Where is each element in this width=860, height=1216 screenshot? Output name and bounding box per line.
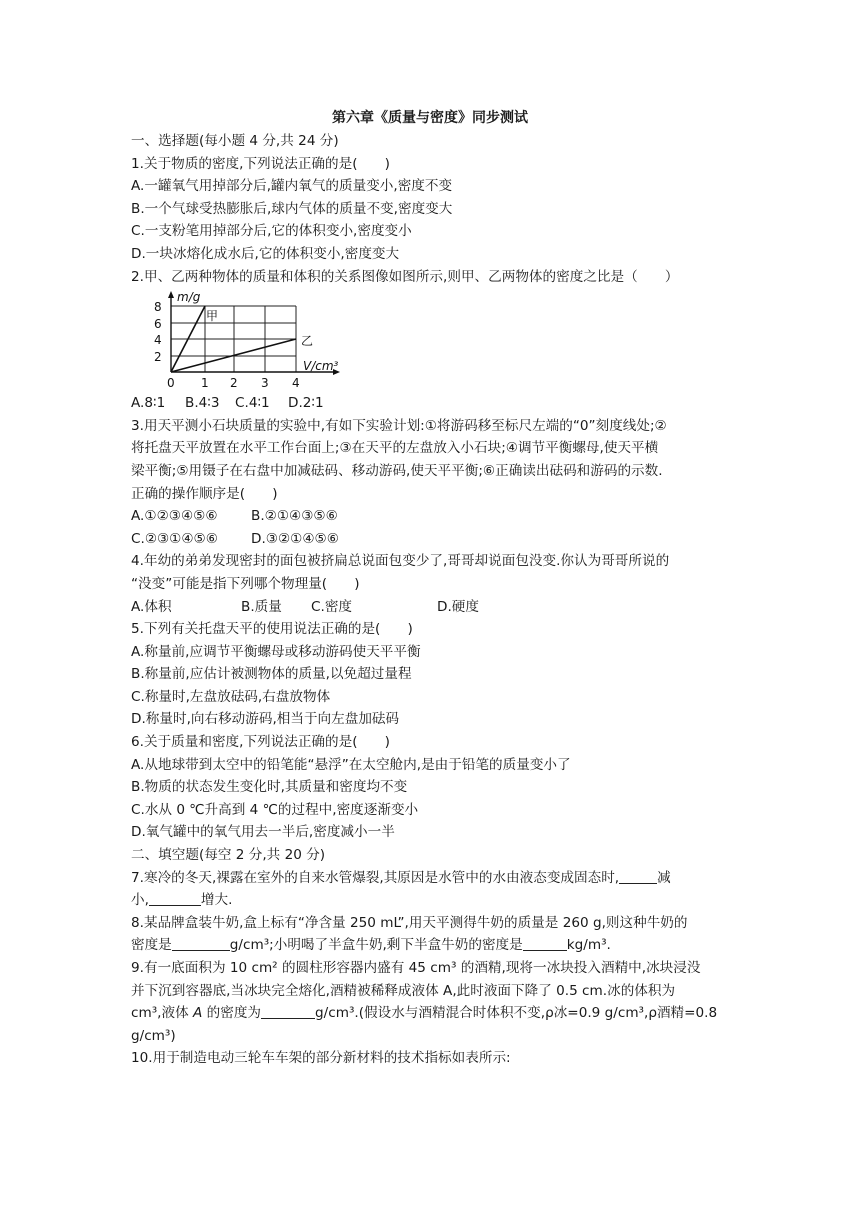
- answer-blank[interactable]: [619, 869, 657, 884]
- option-b: B.质量: [241, 598, 282, 615]
- q8-text: 密度是: [131, 937, 172, 954]
- q8-text: g/cm³;小明喝了半盒牛奶,剩下半盒牛奶的密度是: [229, 937, 523, 954]
- y-tick: 2: [154, 350, 162, 365]
- question-line: [131, 867, 731, 890]
- x-tick: 2: [230, 376, 238, 391]
- q9-text: cm³,液体: [131, 1005, 189, 1022]
- question-line: [131, 889, 731, 912]
- line-b-label: 乙: [301, 334, 314, 349]
- q7-text: 7.寒冷的冬天,裸露在室外的自来水管爆裂,其原因是水管中的水由液态变成固态时,: [131, 869, 620, 886]
- option-b: B.物质的状态发生变化时,其质量和密度均不变: [131, 779, 408, 796]
- question-line: [131, 1002, 731, 1025]
- question-stem-line: 将托盘天平放置在水平工作台面上;③在天平的左盘放入小石块;④调节平衡螺母,使天平横: [131, 440, 659, 457]
- x-tick: 4: [292, 376, 300, 391]
- option-d: D.一块冰熔化成水后,它的体积变小,密度变大: [131, 245, 400, 262]
- line-a-label: 甲: [206, 309, 219, 324]
- graph-svg: [131, 290, 361, 392]
- question-line: 并下沉到容器底,当冰块完全熔化,酒精被稀释成液体 A,此时液面下降了 0.5 cm.冰的体积为: [131, 982, 676, 999]
- option-d: D.称量时,向右移动游码,相当于向左盘加砝码: [131, 711, 400, 728]
- option-c: C.密度: [311, 598, 353, 615]
- option-d: D.③②①④⑤⑥: [251, 530, 339, 547]
- option-c: C.称量时,左盘放砝码,右盘放物体: [131, 688, 331, 705]
- option-c: C.4∶1: [235, 395, 270, 412]
- option-a: A.8∶1: [131, 395, 166, 412]
- q7-text: 增大.: [200, 892, 233, 909]
- answer-blank[interactable]: [523, 936, 567, 951]
- q9-variable: A: [193, 1005, 203, 1022]
- answer-blank[interactable]: [261, 1004, 315, 1019]
- x-axis-label: V/cm³: [303, 359, 339, 374]
- section-heading: 二、填空题(每空 2 分,共 20 分): [131, 847, 326, 864]
- option-c: C.水从 0 ℃升高到 4 ℃的过程中,密度逐渐变小: [131, 801, 419, 818]
- option-c: C.一支粉笔用掉部分后,它的体积变小,密度变小: [131, 223, 412, 240]
- option-c: C.②③①④⑤⑥: [131, 530, 218, 547]
- question-content: [131, 130, 731, 1070]
- question-line: g/cm³): [131, 1027, 176, 1044]
- question-stem: 1.关于物质的密度,下列说法正确的是( ): [131, 155, 390, 172]
- option-a: A.称量前,应调节平衡螺母或移动游码使天平平衡: [131, 643, 421, 660]
- q7-text: 减: [657, 869, 671, 886]
- option-d: D.硬度: [437, 598, 479, 615]
- option-a: A.一罐氧气用掉部分后,罐内氧气的质量变小,密度不变: [131, 178, 453, 195]
- question-stem: 5.下列有关托盘天平的使用说法正确的是( ): [131, 621, 413, 638]
- option-d: D.2∶1: [288, 395, 324, 412]
- question-stem: 2.甲、乙两种物体的质量和体积的关系图像如图所示,则甲、乙两物体的密度之比是（ ）: [131, 268, 679, 285]
- answer-blank[interactable]: [149, 891, 201, 906]
- q7-text: 小,: [131, 892, 149, 909]
- option-b: B.称量前,应估计被测物体的质量,以免超过量程: [131, 666, 412, 683]
- y-tick: 4: [154, 333, 162, 348]
- option-row: [131, 596, 731, 619]
- question-stem-line: 3.用天平测小石块质量的实验中,有如下实验计划:①将游码移至标尺左端的“0”刻度线处;②: [131, 417, 667, 434]
- question-line: [131, 934, 731, 957]
- x-tick: 3: [261, 376, 269, 391]
- option-row: [131, 392, 731, 415]
- question-stem-line: 正确的操作顺序是( ): [131, 485, 278, 502]
- question-stem: 10.用于制造电动三轮车车架的部分新材料的技术指标如表所示:: [131, 1050, 511, 1067]
- question-stem-line: “没变”可能是指下列哪个物理量( ): [131, 575, 360, 592]
- option-a: A.①②③④⑤⑥: [131, 508, 218, 525]
- option-b: B.②①④③⑤⑥: [251, 508, 338, 525]
- q8-text: kg/m³.: [566, 937, 611, 954]
- option-row: [131, 505, 731, 528]
- q9-text: 的密度为: [206, 1005, 262, 1022]
- y-tick: 8: [154, 300, 162, 315]
- mass-volume-graph: [131, 290, 361, 392]
- rho-alcohol: ρ酒精=0.8: [648, 1005, 718, 1022]
- option-a: A.体积: [131, 598, 172, 615]
- y-axis-label: m/g: [177, 290, 201, 305]
- section-heading: 一、选择题(每小题 4 分,共 24 分): [131, 133, 339, 149]
- x-tick: 1: [201, 376, 209, 391]
- option-row: [131, 528, 731, 551]
- option-b: B.4∶3: [185, 395, 220, 412]
- y-tick: 6: [154, 317, 162, 332]
- option-a: A.从地球带到太空中的铅笔能“悬浮”在太空舱内,是由于铅笔的质量变小了: [131, 756, 571, 773]
- x-tick: 0: [167, 376, 175, 391]
- answer-blank[interactable]: [172, 936, 230, 951]
- question-line: 8.某品牌盒装牛奶,盒上标有“净含量 250 mL”,用天平测得牛奶的质量是 260 g,则这种牛奶的: [131, 914, 688, 931]
- question-stem-line: 4.年幼的弟弟发现密封的面包被挤扁总说面包变少了,哥哥却说面包没变.你认为哥哥所说的: [131, 553, 670, 570]
- question-stem-line: 梁平衡;⑤用镊子在右盘中加减砝码、移动游码,使天平平衡;⑥正确读出砝码和游码的示数.: [131, 462, 663, 479]
- question-stem: 6.关于质量和密度,下列说法正确的是( ): [131, 734, 390, 751]
- option-b: B.一个气球受热膨胀后,球内气体的质量不变,密度变大: [131, 200, 453, 217]
- page-title: 第六章《质量与密度》同步测试: [332, 110, 528, 126]
- rho-ice: ρ冰=0.9 g/cm³,: [545, 1005, 649, 1022]
- q9-text: g/cm³.(假设水与酒精混合时体积不变,: [315, 1005, 546, 1022]
- option-d: D.氧气罐中的氧气用去一半后,密度减小一半: [131, 824, 395, 841]
- question-line: 9.有一底面积为 10 cm² 的圆柱形容器内盛有 45 cm³ 的酒精,现将一冰块投入酒精中,冰块浸没: [131, 960, 701, 976]
